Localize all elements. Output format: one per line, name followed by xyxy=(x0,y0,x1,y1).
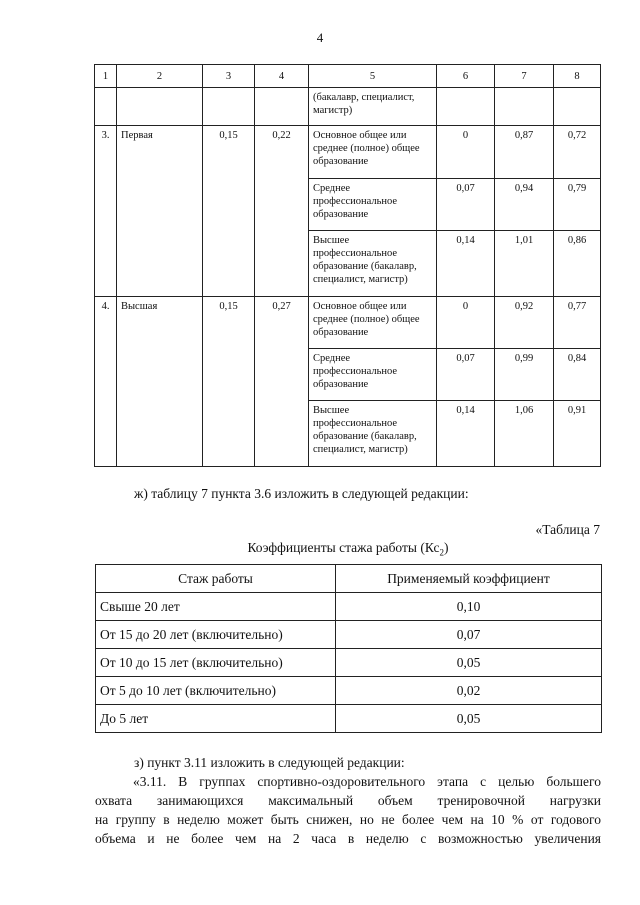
category-name: Первая xyxy=(117,126,203,297)
education-cell: Среднее профессиональное образование xyxy=(309,349,437,401)
table-cell xyxy=(117,88,203,126)
header-cell: 1 xyxy=(95,65,117,88)
education-cell: (бакалавр, специалист, магистр) xyxy=(309,88,437,126)
coefficient-cell: 0,77 xyxy=(554,297,601,349)
table-row xyxy=(96,649,602,677)
experience-period: До 5 лет xyxy=(96,705,336,733)
header-cell: Применяемый коэффициент xyxy=(336,565,602,593)
table-row xyxy=(96,677,602,705)
table-row xyxy=(95,126,601,179)
experience-coefficient-table xyxy=(95,564,602,733)
qualification-coefficient-table xyxy=(94,64,601,467)
continuation-row xyxy=(95,88,601,126)
coefficient-cell: 0 xyxy=(437,126,495,179)
table-cell xyxy=(203,88,255,126)
coefficient-cell: 0 xyxy=(437,297,495,349)
coefficient-cell: 0,14 xyxy=(437,231,495,297)
table-cell xyxy=(495,88,554,126)
coefficient-cell: 0,86 xyxy=(554,231,601,297)
table7-caption-close: ) xyxy=(444,540,449,555)
clause-3-11-text xyxy=(95,772,601,848)
coefficient-cell: 0,05 xyxy=(336,705,602,733)
table-cell xyxy=(95,88,117,126)
row-number: 3. xyxy=(95,126,117,297)
row-number: 4. xyxy=(95,297,117,467)
experience-period: Свыше 20 лет xyxy=(96,593,336,621)
experience-period: От 15 до 20 лет (включительно) xyxy=(96,621,336,649)
coefficient-cell: 0,92 xyxy=(495,297,554,349)
experience-period: От 10 до 15 лет (включительно) xyxy=(96,649,336,677)
table-row xyxy=(96,705,602,733)
education-cell: Высшее профессиональное образование (бакалавр, специалист, магистр) xyxy=(309,231,437,297)
header-cell: Стаж работы xyxy=(96,565,336,593)
header-cell: 4 xyxy=(255,65,309,88)
table-row xyxy=(96,621,602,649)
coefficient-cell: 0,22 xyxy=(255,126,309,297)
coefficient-cell: 0,84 xyxy=(554,349,601,401)
header-cell: 6 xyxy=(437,65,495,88)
coefficient-cell: 1,06 xyxy=(495,401,554,467)
coefficient-cell: 0,87 xyxy=(495,126,554,179)
table-header-row xyxy=(96,565,602,593)
table7-label: «Таблица 7 xyxy=(535,522,600,537)
table-header-row xyxy=(95,65,601,88)
coefficient-cell: 0,91 xyxy=(554,401,601,467)
amendment-zh-paragraph: ж) таблицу 7 пункта 3.6 изложить в следующей редакции: xyxy=(134,486,469,501)
header-cell: 3 xyxy=(203,65,255,88)
table7-caption-subscript: 2 xyxy=(439,547,445,558)
coefficient-cell: 0,15 xyxy=(203,297,255,467)
category-name: Высшая xyxy=(117,297,203,467)
header-cell: 5 xyxy=(309,65,437,88)
education-cell: Основное общее или среднее (полное) общее образование xyxy=(309,126,437,179)
header-cell: 7 xyxy=(495,65,554,88)
coefficient-cell: 0,07 xyxy=(336,621,602,649)
coefficient-cell: 0,07 xyxy=(437,179,495,231)
coefficient-cell: 0,94 xyxy=(495,179,554,231)
page-number: 4 xyxy=(316,30,324,45)
table-cell xyxy=(437,88,495,126)
header-cell: 2 xyxy=(117,65,203,88)
table7-caption-text: Коэффициенты стажа работы (Кс xyxy=(247,540,440,555)
education-cell: Высшее профессиональное образование (бакалавр, специалист, магистр) xyxy=(309,401,437,467)
experience-period: От 5 до 10 лет (включительно) xyxy=(96,677,336,705)
table-cell xyxy=(255,88,309,126)
coefficient-cell: 0,72 xyxy=(554,126,601,179)
coefficient-cell: 0,27 xyxy=(255,297,309,467)
text-line: «3.11. В группах спортивно-оздоровительного этапа с целью большего xyxy=(133,774,601,789)
education-cell: Основное общее или среднее (полное) общее образование xyxy=(309,297,437,349)
amendment-z-paragraph: з) пункт 3.11 изложить в следующей редакции: xyxy=(134,755,405,770)
text-line: объема и не более чем на 2 часа в неделю с возможностью увеличения xyxy=(95,831,601,846)
text-line: на группу в неделю может быть снижен, но не более чем на 10 % от годового xyxy=(95,812,601,827)
text-line: охвата занимающихся максимальный объем тренировочной нагрузки xyxy=(95,793,601,808)
coefficient-cell: 0,02 xyxy=(336,677,602,705)
coefficient-cell: 0,14 xyxy=(437,401,495,467)
coefficient-cell: 0,15 xyxy=(203,126,255,297)
table-row xyxy=(96,593,602,621)
table-row xyxy=(95,297,601,349)
coefficient-cell: 1,01 xyxy=(495,231,554,297)
coefficient-cell: 0,05 xyxy=(336,649,602,677)
coefficient-cell: 0,79 xyxy=(554,179,601,231)
table7-caption xyxy=(0,538,640,563)
header-cell: 8 xyxy=(554,65,601,88)
coefficient-cell: 0,10 xyxy=(336,593,602,621)
coefficient-cell: 0,07 xyxy=(437,349,495,401)
education-cell: Среднее профессиональное образование xyxy=(309,179,437,231)
coefficient-cell: 0,99 xyxy=(495,349,554,401)
table-cell xyxy=(554,88,601,126)
